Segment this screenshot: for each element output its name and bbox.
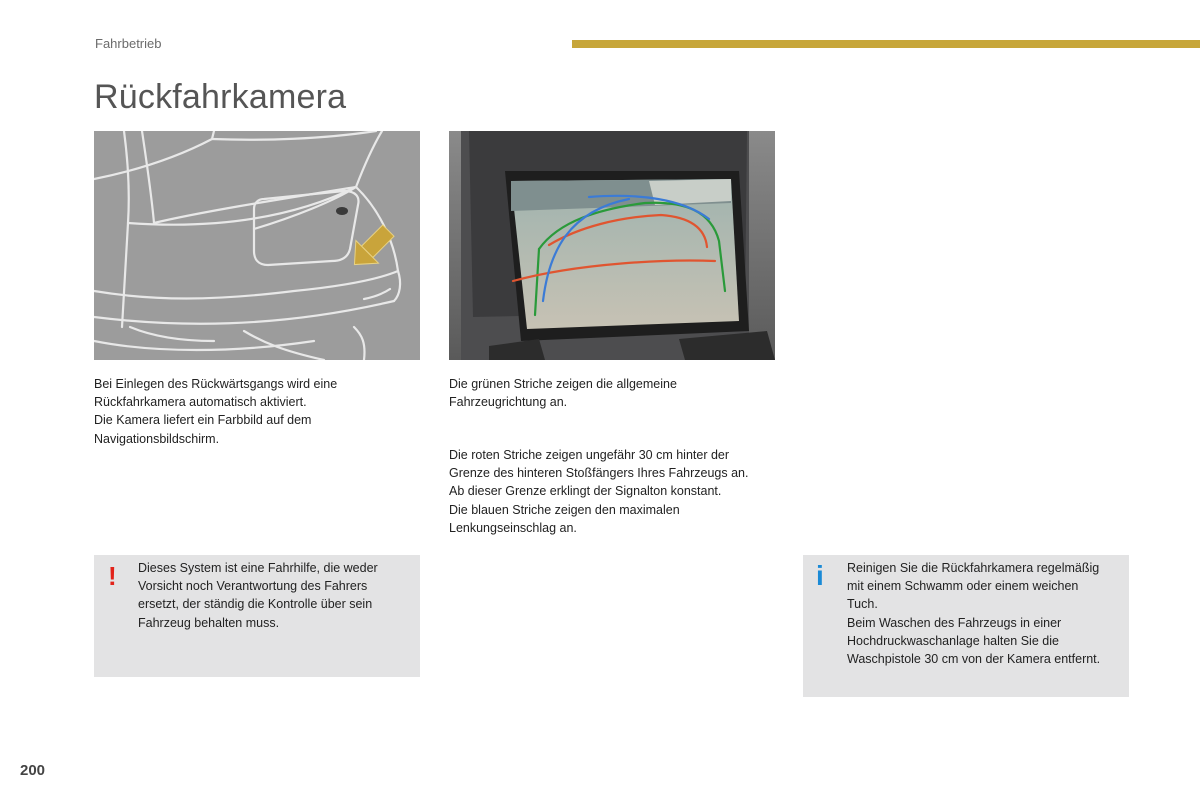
info-note: [803, 555, 1129, 697]
red-blue-lines-paragraph: Die roten Striche zeigen ungefähr 30 cm hinter der Grenze des hinteren Stoßfängers Ihres Fahrzeugs an. Ab dieser Grenze erklingt der Signalton konstant. Die blauen Striche zeigen den maximalen Lenkungseinschlag an.: [449, 448, 749, 535]
info-note-text: Reinigen Sie die Rückfahrkamera regelmäßig mit einem Schwamm oder einem weichen Tuch. Beim Waschen des Fahrzeugs in einer Hochdruckwaschanlage halten Sie die Waschpistole 30 cm von der Kamera entfernt.: [847, 561, 1101, 667]
page-title: Rückfahrkamera: [94, 78, 347, 116]
intro-paragraph: Bei Einlegen des Rückwärtsgangs wird eine Rückfahrkamera automatisch aktiviert. Die Kamera liefert ein Farbbild auf dem Navigationsbildschirm.: [94, 377, 338, 446]
car-rear-drawing: [94, 131, 420, 360]
warning-note: [94, 555, 420, 677]
warning-icon: !: [108, 561, 117, 591]
car-rear-illustration: [94, 131, 420, 360]
info-icon: i: [816, 560, 824, 591]
green-lines-paragraph: Die grünen Striche zeigen die allgemeine Fahrzeugrichtung an.: [449, 377, 677, 410]
section-label: Fahrbetrieb: [95, 36, 162, 51]
warning-note-text: Dieses System ist eine Fahrhilfe, die weder Vorsicht noch Verantwortung des Fahrers ersetzt, der ständig die Kontrolle über sein Fahrzeug behalten muss.: [138, 561, 378, 630]
screen-camera-illustration: [449, 131, 775, 360]
page-number: 200: [20, 762, 46, 779]
screen-drawing: [449, 131, 775, 360]
header-accent-bar: [572, 40, 1200, 48]
